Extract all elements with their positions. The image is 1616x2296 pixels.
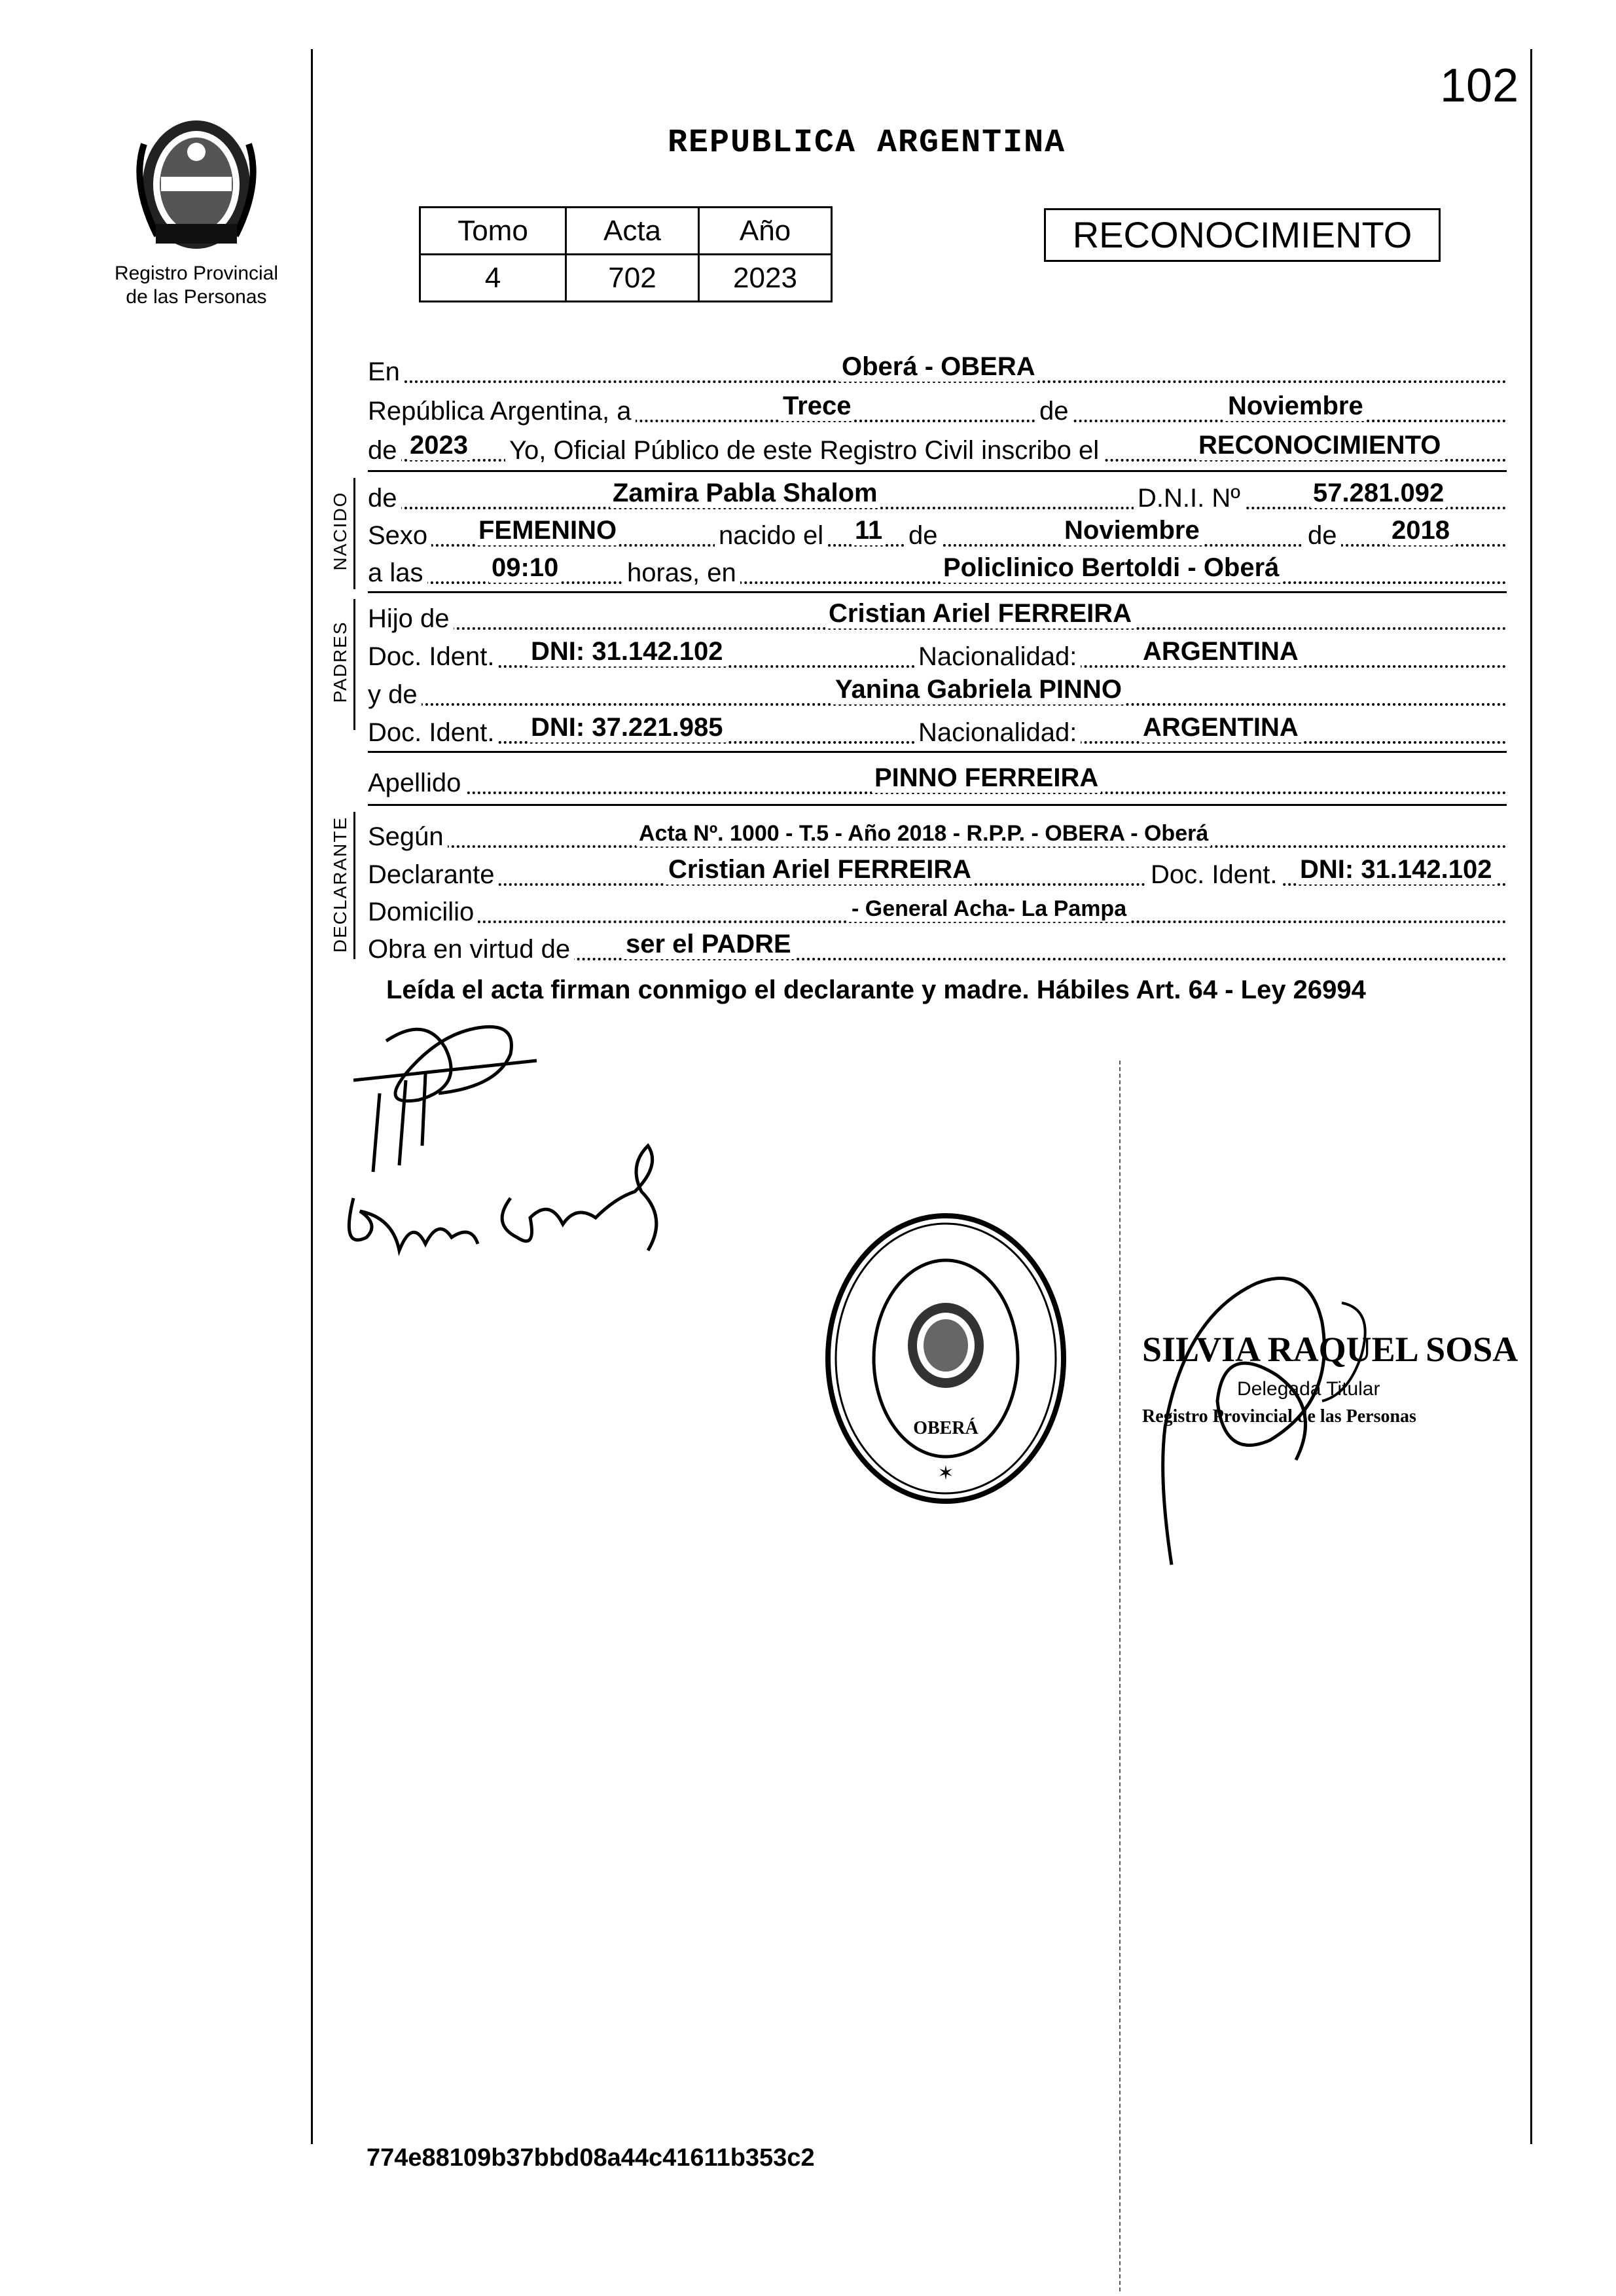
value-nac-anio: 2018 [1389,516,1452,545]
row-domicilio [368,890,1507,927]
row-obra [368,928,1507,964]
value-obra: ser el PADRE [623,930,794,959]
section-rule-apellido-top [368,751,1507,753]
label-dni: D.N.I. Nº [1134,484,1244,513]
label-y-de: y de [368,680,422,710]
value-declarante: Cristian Ariel FERREIRA [666,855,974,884]
value-hora: 09:10 [489,553,561,583]
official-office: Registro Provincial de las Personas [1142,1406,1416,1427]
label-hijo-de: Hijo de [368,604,454,634]
center-fold-line [1119,1061,1121,2291]
declarant-signature [340,1002,707,1283]
label-doc-declarante: Doc. Ident. [1147,860,1281,890]
label-de-nac-anio: de [1304,521,1341,551]
row-hijo-de [368,597,1507,634]
row-republica [368,390,1507,426]
label-a-las: a las [368,558,427,588]
section-rule-declarante-top [368,804,1507,806]
row-yo [368,429,1507,465]
official-name: SILVIA RAQUEL SOSA [1142,1330,1518,1369]
stamp-city: OBERÁ [913,1418,979,1438]
label-republica: República Argentina, a [368,397,636,426]
value-padre: Cristian Ariel FERREIRA [826,599,1134,629]
value-segun: Acta Nº. 1000 - T.5 - Año 2018 - R.P.P. - OBERA - Oberá [636,821,1211,847]
official-stamp [821,1211,1070,1506]
act-type-box: RECONOCIMIENTO [1044,208,1441,262]
logo-caption-line2: de las Personas [126,286,267,308]
row-en [368,350,1507,387]
left-margin-line [311,49,313,2144]
label-de-nombre: de [368,484,401,513]
row-madre-doc [368,711,1507,748]
label-yo: Yo, Oficial Público de este Registro Civil inscribo el [505,436,1103,465]
label-horas-en: horas, en [623,558,740,588]
label-en: En [368,357,404,387]
value-tipo: RECONOCIMIENTO [1196,431,1443,460]
value-madre-nac: ARGENTINA [1140,713,1301,742]
right-margin-line [1530,49,1532,2144]
record-header-anio: Año [699,208,832,255]
label-de-anio: de [368,436,401,465]
side-label-padres: PADRES [330,621,350,703]
document-hash: 774e88109b37bbd08a44c41611b353c2 [367,2144,815,2172]
official-role: Delegada Titular [1237,1378,1380,1400]
value-nombre: Zamira Pabla Shalom [610,479,880,508]
logo-caption-line1: Registro Provincial [114,263,279,284]
label-sexo: Sexo [368,521,431,551]
label-segun: Según [368,822,448,852]
value-padre-nac: ARGENTINA [1140,637,1301,666]
value-madre: Yanina Gabriela PINNO [833,675,1124,704]
value-declarante-doc: DNI: 31.142.102 [1297,855,1495,884]
value-padre-doc: DNI: 31.142.102 [528,637,726,666]
value-lugar: Oberá - OBERA [839,352,1038,382]
label-apellido: Apellido [368,769,465,798]
side-label-declarante: DECLARANTE [330,816,350,953]
value-sexo: FEMENINO [476,516,619,545]
logo-caption [85,262,308,309]
page-title: REPUBLICA ARGENTINA [668,124,1066,162]
label-nacionalidad-padre: Nacionalidad: [914,642,1081,672]
padres-bracket [353,599,355,730]
nacido-bracket [353,478,355,589]
value-dia: Trece [780,392,854,421]
record-header-acta: Acta [566,208,699,255]
row-hora [368,551,1507,588]
record-value-acta: 702 [566,255,699,302]
record-value-tomo: 4 [420,255,566,302]
row-sexo [368,514,1507,551]
record-table [419,206,833,302]
record-value-anio: 2023 [699,255,832,302]
label-doc-madre: Doc. Ident. [368,718,498,748]
province-logo [118,105,275,262]
record-header-tomo: Tomo [420,208,566,255]
label-de-nac-mes: de [905,521,942,551]
value-anio: 2023 [407,431,471,460]
label-domicilio: Domicilio [368,898,478,927]
value-lugar-nac: Policlinico Bertoldi - Oberá [941,553,1282,583]
row-nombre [368,477,1507,513]
label-nacido-el: nacido el [715,521,827,551]
stamp-star-icon: ✶ [937,1462,954,1485]
label-nacionalidad-madre: Nacionalidad: [914,718,1081,748]
label-doc-padre: Doc. Ident. [368,642,498,672]
section-rule-nacido-top [368,470,1507,472]
value-madre-doc: DNI: 37.221.985 [528,713,726,742]
declarante-bracket [353,812,355,959]
label-de-mes: de [1035,397,1073,426]
value-nac-dia: 11 [852,516,885,545]
row-y-de [368,673,1507,710]
label-obra: Obra en virtud de [368,935,574,964]
value-apellido: PINNO FERREIRA [872,763,1101,793]
value-nac-mes: Noviembre [1062,516,1202,545]
row-padre-doc [368,635,1507,672]
value-mes: Noviembre [1225,392,1366,421]
closing-note: Leída el acta firman conmigo el declarante y madre. Hábiles Art. 64 - Ley 26994 [386,975,1366,1004]
value-domicilio: - General Acha- La Pampa [849,896,1129,922]
row-apellido [368,761,1507,798]
side-label-nacido: NACIDO [330,491,350,571]
row-segun [368,815,1507,852]
label-declarante: Declarante [368,860,498,890]
value-dni: 57.281.092 [1310,479,1446,508]
row-declarante [368,853,1507,890]
page-number: 102 [1440,60,1519,112]
section-rule-padres-top [368,591,1507,593]
